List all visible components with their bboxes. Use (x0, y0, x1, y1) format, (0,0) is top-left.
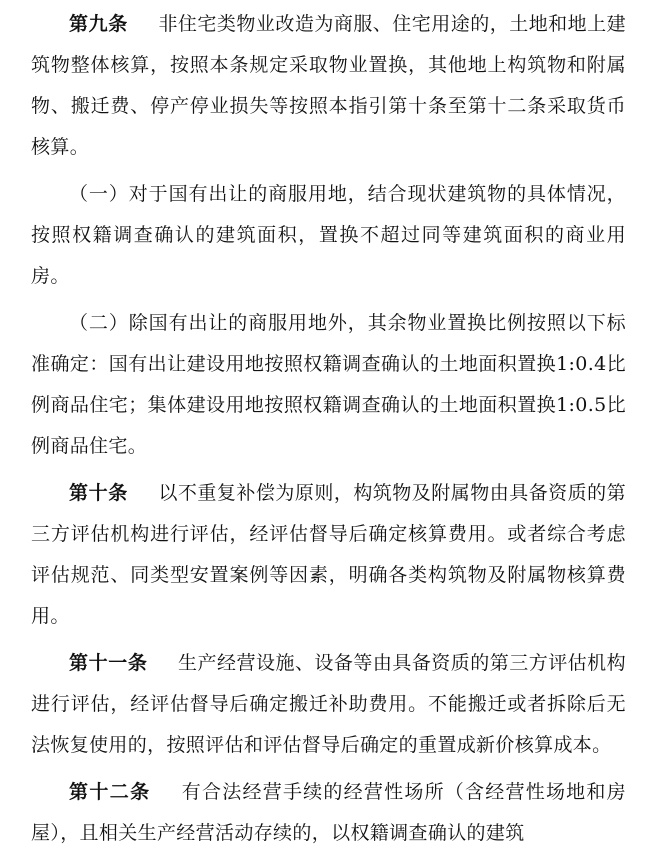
article-9-paragraph (31, 4, 626, 168)
article-11-paragraph (31, 643, 626, 766)
article-12-title: 第十二条 (69, 781, 151, 803)
article-9-text: 非住宅类物业改造为商服、住宅用途的，土地和地上建筑物整体核算，按照本条规定采取物业置换，其他地上构筑物和附属物、搬迁费、停产停业损失等按照本指引第十条至第十二条采取货币核算。 (31, 13, 626, 158)
article-12-paragraph (31, 772, 626, 854)
article-10-title: 第十条 (69, 482, 128, 504)
article-11-text: 生产经营设施、设备等由具备资质的第三方评估机构进行评估，经评估督导后确定搬迁补助费用。不能搬迁或者拆除后无法恢复使用的，按照评估和评估督导后确定的重置成新价核算成本。 (31, 652, 626, 756)
article-11-title: 第十一条 (69, 652, 148, 674)
item-9-2-paragraph (31, 303, 626, 467)
article-9-title: 第九条 (69, 13, 128, 35)
article-10-paragraph (31, 473, 626, 637)
item-9-1-paragraph (31, 174, 626, 297)
article-12-text: 有合法经营手续的经营性场所（含经营性场地和房屋），且相关生产经营活动存续的，以权籍调查确认的建筑 (31, 781, 626, 844)
item-9-1-text: （一）对于国有出让的商服用地，结合现状建筑物的具体情况，按照权籍调查确认的建筑面积，置换不超过同等建筑面积的商业用房。 (31, 183, 626, 287)
item-9-2-text: （二）除国有出让的商服用地外，其余物业置换比例按照以下标准确定：国有出让建设用地按照权籍调查确认的土地面积置换1:0.4比例商品住宅；集体建设用地按照权籍调查确认的土地面积置换1:0.5比例商品住宅。 (31, 312, 626, 457)
article-10-text: 以不重复补偿为原则，构筑物及附属物由具备资质的第三方评估机构进行评估，经评估督导后确定核算费用。或者综合考虑评估规范、同类型安置案例等因素，明确各类构筑物及附属物核算费用。 (31, 482, 626, 627)
